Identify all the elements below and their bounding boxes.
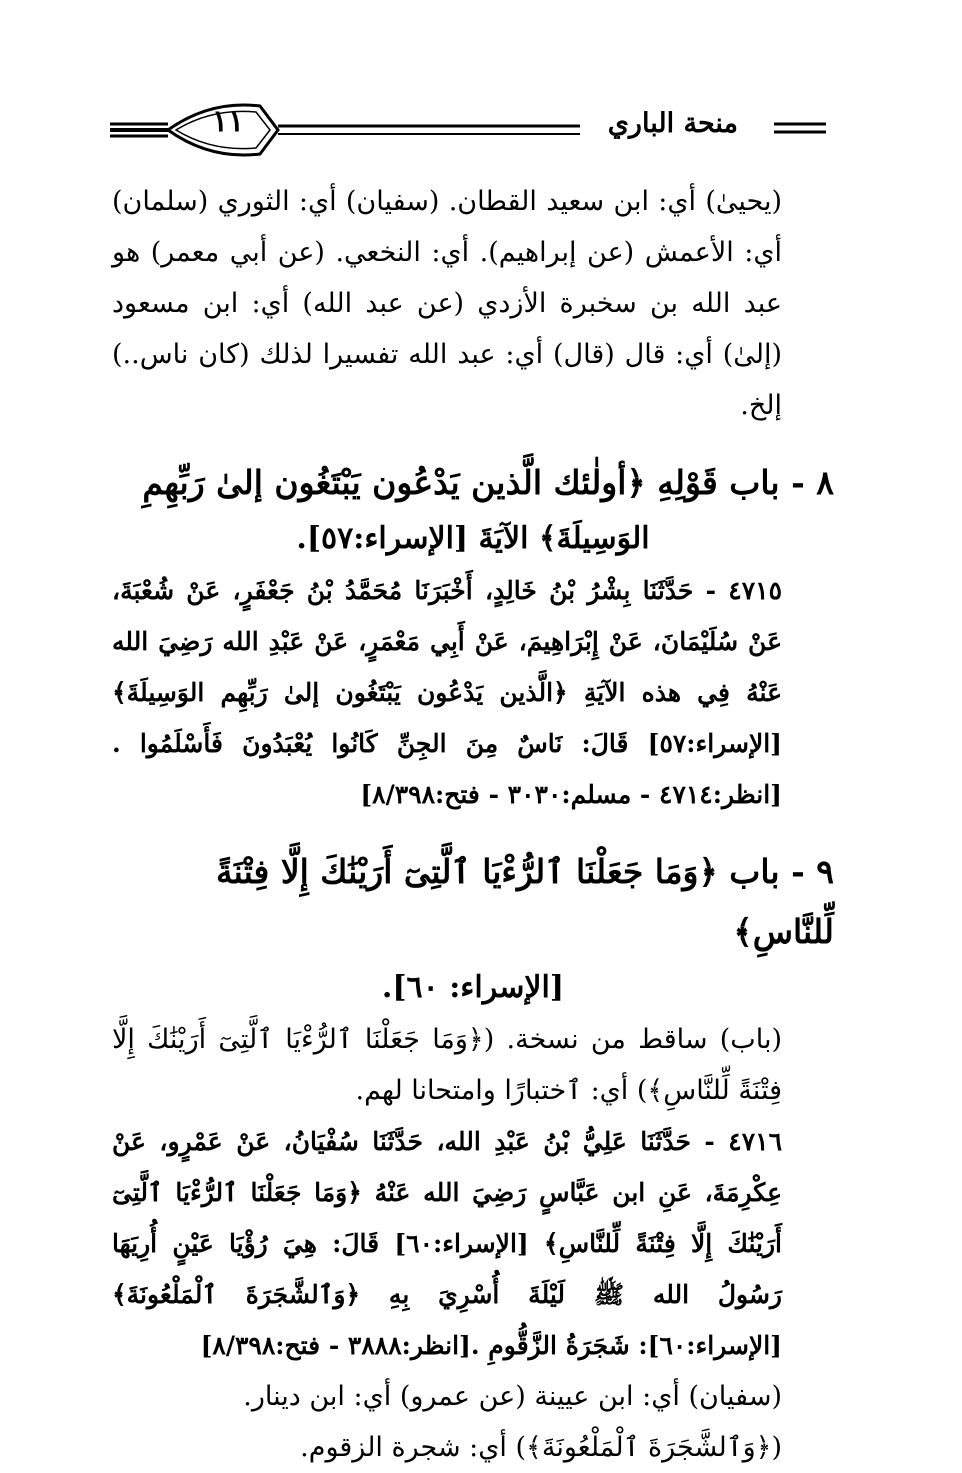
chapter-8-heading-continued: الوَسِيلَةَ﴾ الآيَةَ [الإسراء:٥٧]. [296,521,650,556]
hadith-4716: ٤٧١٦ - حَدَّثَنَا عَلِيُّ بْنُ عَبْدِ الله، حَدَّثَنَا سُفْيَانُ، عَنْ عَمْرٍو، عَنْ عِكْرِمَةَ، عَنِ ابن عَبَّاسٍ رَضِيَ الله عَنْهُ ﴿وَمَا جَعَلْنَا ٱلرُّءْيَا ٱلَّتِىٓ أَرَيْنَٰكَ إِلَّا فِتْنَةً لِّلنَّاسِ﴾ [الإسراء:٦٠] قَالَ: هِيَ رُؤْيَا عَيْنٍ أُرِيَهَا رَسُولُ الله ﷺ لَيْلَةَ أُسْرِيَ بِهِ ﴿وَٱلشَّجَرَةَ ٱلْمَلْعُونَةَ﴾ [الإسراء:٦٠]: شَجَرَةُ الزَّقُّومِ .[انظر:٣٨٨٨ - فتح:٨/٣٩٨] [112,1127,782,1360]
chapter-9-heading: ٩ - باب ﴿وَمَا جَعَلْنَا ٱلرُّءْيَا ٱلَّتِىٓ أَرَيْنَٰكَ إِلَّا فِتْنَةً لِّلنَّاسِ﴾ [215,852,834,951]
page-number: ١١ [211,104,245,139]
hadith-4715: ٤٧١٥ - حَدَّثَنَا بِشْرُ بْنُ خَالِدٍ، أَخْبَرَنَا مُحَمَّدُ بْنُ جَعْفَرٍ، عَنْ شُعْبَةَ، عَنْ سُلَيْمَانَ، عَنْ إِبْرَاهِيمَ، عَنْ أَبِي مَعْمَرٍ، عَنْ عَبْدِ الله رَضِيَ الله عَنْهُ فِي هذه الآيَةِ ﴿الَّذين يَدْعُون يَبْتَغُون إلىٰ رَبِّهِم الوَسِيلَةَ﴾ [الإسراء:٥٧] قَالَ: نَاسٌ مِنَ الجِنِّ كَانُوا يُعْبَدُونَ فَأَسْلَمُوا .[انظر:٤٧١٤ - مسلم:٣٠٣٠ - فتح:٨/٣٩٨] [112,576,782,809]
chapter-8-heading: ٨ - باب قَوْلِهِ ﴿أولٰئك الَّذين يَدْعُون يَبْتَغُون إلىٰ رَبِّهِمِ [142,463,834,502]
chapter-9-heading-continued: [الإسراء: ٦٠]. [381,970,565,1005]
intro-commentary: (يحيىٰ) أي: ابن سعيد القطان. (سفيان) أي: الثوري (سلمان) أي: الأعمش (عن إبراهيم). أي: النخعي. (عن أبي معمر) هو عبد الله بن سخبرة الأزدي (عن عبد الله) أي: ابن مسعود (إلىٰ) أي: قال (قال) أي: عبد الله تفسيرا لذلك (كان ناس..) إلخ. [112,186,782,421]
chapter-9-commentary: (باب) ساقط من نسخة. (﴿وَمَا جَعَلْنَا ٱلرُّءْيَا ٱلَّتِىٓ أَرَيْنَٰكَ إِلَّا فِتْنَةً لِّلنَّاسِ﴾) أي: ٱختبارًا وامتحانا لهم. [112,1024,782,1106]
book-title: منحة الباري [607,108,738,139]
page-header [110,98,826,168]
page-content [112,176,834,1473]
shajara-note: (﴿وَٱلشَّجَرَةَ ٱلْمَلْعُونَةَ﴾) أي: شجرة الزقوم. [300,1432,782,1463]
sufyan-note: (سفيان) أي: ابن عيينة (عن عمرو) أي: ابن دينار. [243,1381,782,1412]
